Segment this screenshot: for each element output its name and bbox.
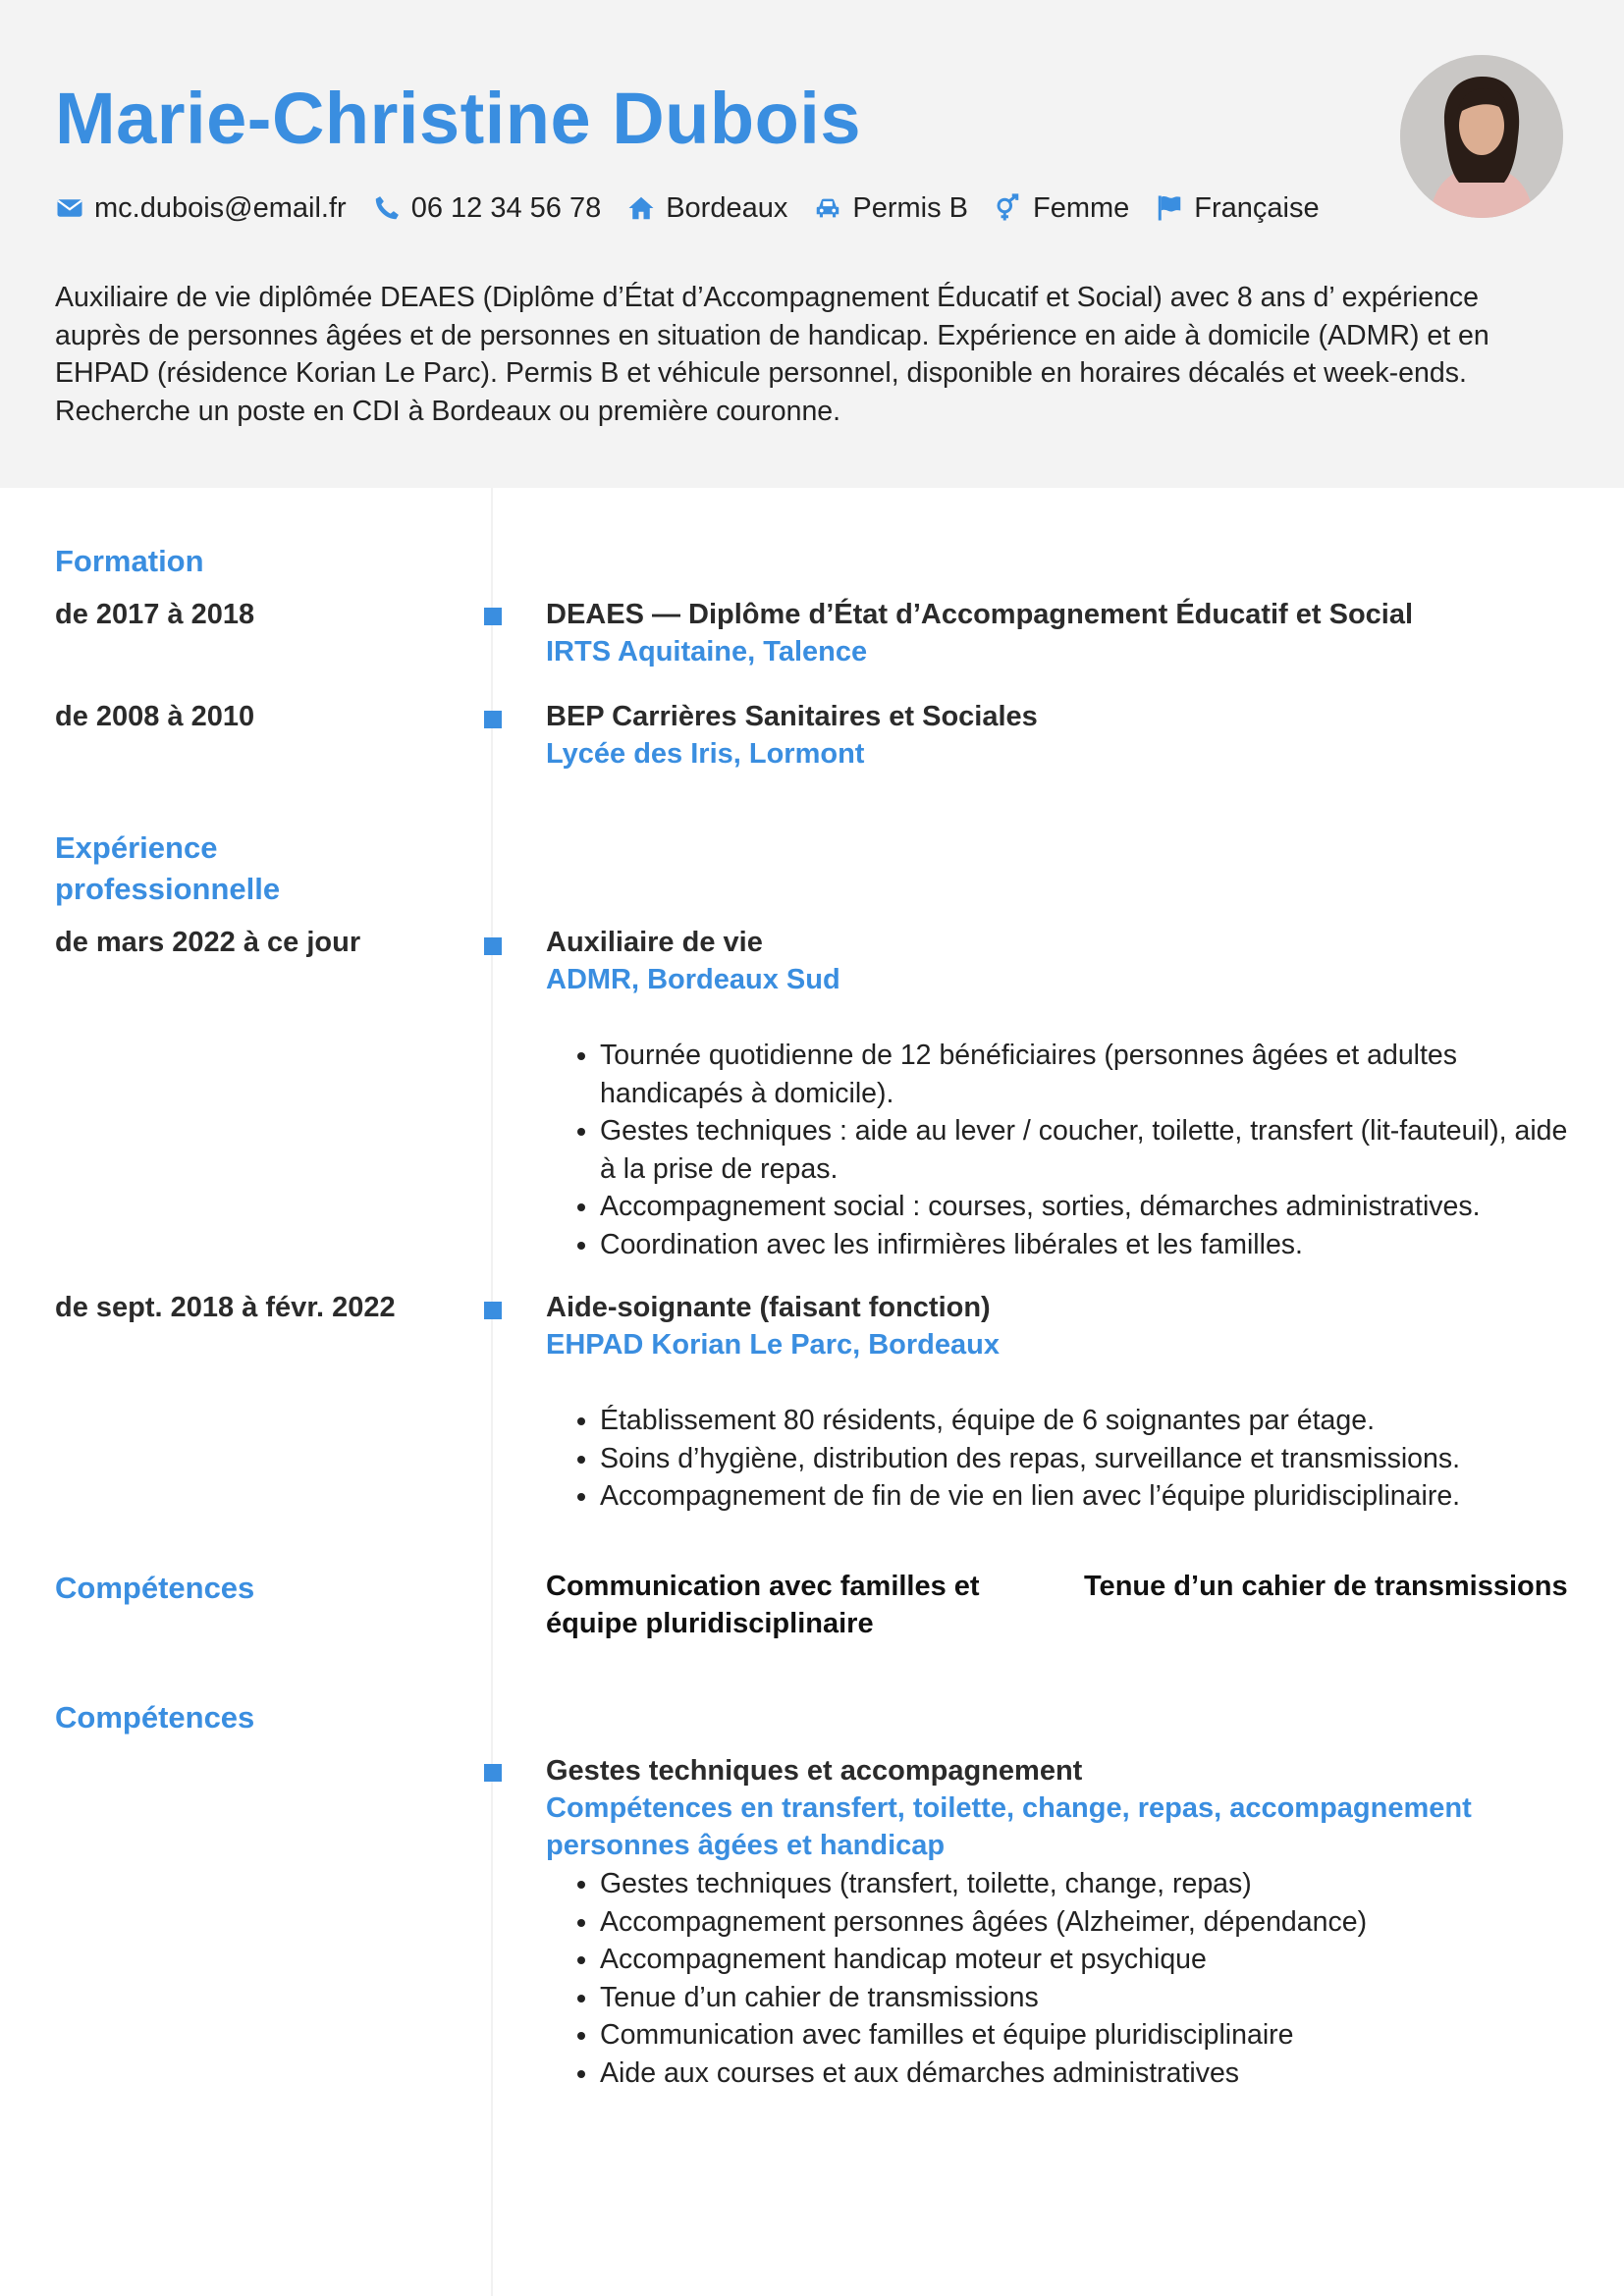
contact-license — [813, 192, 968, 225]
list-item: • Aide aux courses et aux démarches administratives — [600, 2055, 1587, 2093]
experience-date: de sept. 2018 à févr. 2022 — [55, 1292, 396, 1323]
flag-icon — [1155, 193, 1184, 223]
envelope-icon — [55, 193, 84, 223]
candidate-name: Marie-Christine Dubois — [55, 78, 861, 159]
experience-employer: ADMR, Bordeaux Sud — [546, 964, 840, 995]
profile-photo — [1400, 55, 1563, 218]
list-item: • Tenue d’un cahier de transmissions — [600, 1979, 1587, 2017]
list-item: • Tournée quotidienne de 12 bénéficiaires (personnes âgées et adultes handicapés à domicile). — [600, 1037, 1587, 1112]
section-title-skills-detailed: Compétences — [55, 1700, 255, 1735]
contact-city — [626, 192, 787, 225]
car-icon — [813, 193, 842, 223]
list-item: • Établissement 80 résidents, équipe de 6 soignantes par étage. — [600, 1402, 1587, 1440]
profile-summary: Auxiliaire de vie diplômée DEAES (Diplôme d’État d’Accompagnement Éducatif et Social) avec 8 ans d’ expérience auprès de personnes âgées et de personnes en situation de handicap. Expérience en aide à domicile (ADMR) et en EHPAD (résidence Korian Le Parc). Permis B et véhicule personnel, disponible en horaires décalés et week-ends. Recherche un poste en CDI à Bordeaux ou première couronne. — [55, 282, 1489, 427]
list-item: • Gestes techniques : aide au lever / coucher, toilette, transfert (lit-fauteuil), aide à la prise de repas. — [600, 1112, 1587, 1188]
contact-gender — [994, 192, 1129, 225]
timeline-divider — [491, 488, 493, 2296]
skill-item: Tenue d’un cahier de transmissions — [1084, 1571, 1568, 1602]
contact-nationality-text: Française — [1194, 191, 1320, 224]
list-item: • Gestes techniques (transfert, toilette, change, repas) — [600, 1865, 1587, 1903]
section-title-skills: Compétences — [55, 1571, 255, 1605]
experience-bullet-list — [546, 1402, 1587, 1516]
skill-item: Communication avec familles et équipe pluridisciplinaire — [546, 1571, 980, 1639]
formation-date: de 2017 à 2018 — [55, 599, 255, 630]
gender-icon — [994, 193, 1023, 223]
skills-entry-title: Gestes techniques et accompagnement — [546, 1755, 1083, 1787]
timeline-marker — [484, 608, 502, 625]
skills-bullet-list — [546, 1865, 1587, 2092]
phone-icon — [372, 193, 402, 223]
experience-job-title: Aide-soignante (faisant fonction) — [546, 1292, 991, 1323]
experience-job-title: Auxiliaire de vie — [546, 927, 763, 958]
experience-employer: EHPAD Korian Le Parc, Bordeaux — [546, 1329, 1000, 1361]
formation-school: IRTS Aquitaine, Talence — [546, 636, 868, 667]
list-item: • Soins d’hygiène, distribution des repas, surveillance et transmissions. — [600, 1440, 1587, 1478]
contact-license-text: Permis B — [852, 191, 968, 224]
formation-school: Lycée des Iris, Lormont — [546, 738, 865, 770]
timeline-marker — [484, 1302, 502, 1319]
contact-email — [55, 192, 347, 225]
contact-row — [55, 188, 1345, 228]
list-item: • Communication avec familles et équipe pluridisciplinaire — [600, 2016, 1587, 2055]
list-item: • Accompagnement de fin de vie en lien avec l’équipe pluridisciplinaire. — [600, 1477, 1587, 1516]
contact-phone — [372, 192, 602, 225]
section-title-experience: Expérience professionnelle — [55, 830, 281, 906]
formation-date: de 2008 à 2010 — [55, 701, 255, 732]
contact-gender-text: Femme — [1033, 191, 1130, 224]
timeline-marker — [484, 711, 502, 728]
list-item: • Accompagnement social : courses, sorties, démarches administratives. — [600, 1188, 1587, 1226]
list-item: • Coordination avec les infirmières libérales et les familles. — [600, 1226, 1587, 1264]
skills-entry-subtitle: Compétences en transfert, toilette, change, repas, accompagnement personnes âgées et handicap — [546, 1792, 1472, 1861]
contact-city-text: Bordeaux — [666, 191, 788, 224]
experience-bullet-list — [546, 1037, 1587, 1263]
home-icon — [626, 193, 656, 223]
contact-email-text: mc.dubois@email.fr — [94, 191, 347, 224]
experience-date: de mars 2022 à ce jour — [55, 927, 361, 958]
formation-title: DEAES — Diplôme d’État d’Accompagnement Éducatif et Social — [546, 599, 1414, 630]
contact-phone-text: 06 12 34 56 78 — [410, 191, 602, 224]
section-title-formation: Formation — [55, 544, 204, 578]
list-item: • Accompagnement personnes âgées (Alzheimer, dépendance) — [600, 1903, 1587, 1942]
timeline-marker — [484, 937, 502, 955]
contact-nationality — [1155, 192, 1319, 225]
timeline-marker — [484, 1764, 502, 1782]
header-band — [0, 0, 1624, 488]
list-item: • Accompagnement handicap moteur et psychique — [600, 1941, 1587, 1979]
formation-title: BEP Carrières Sanitaires et Sociales — [546, 701, 1038, 732]
